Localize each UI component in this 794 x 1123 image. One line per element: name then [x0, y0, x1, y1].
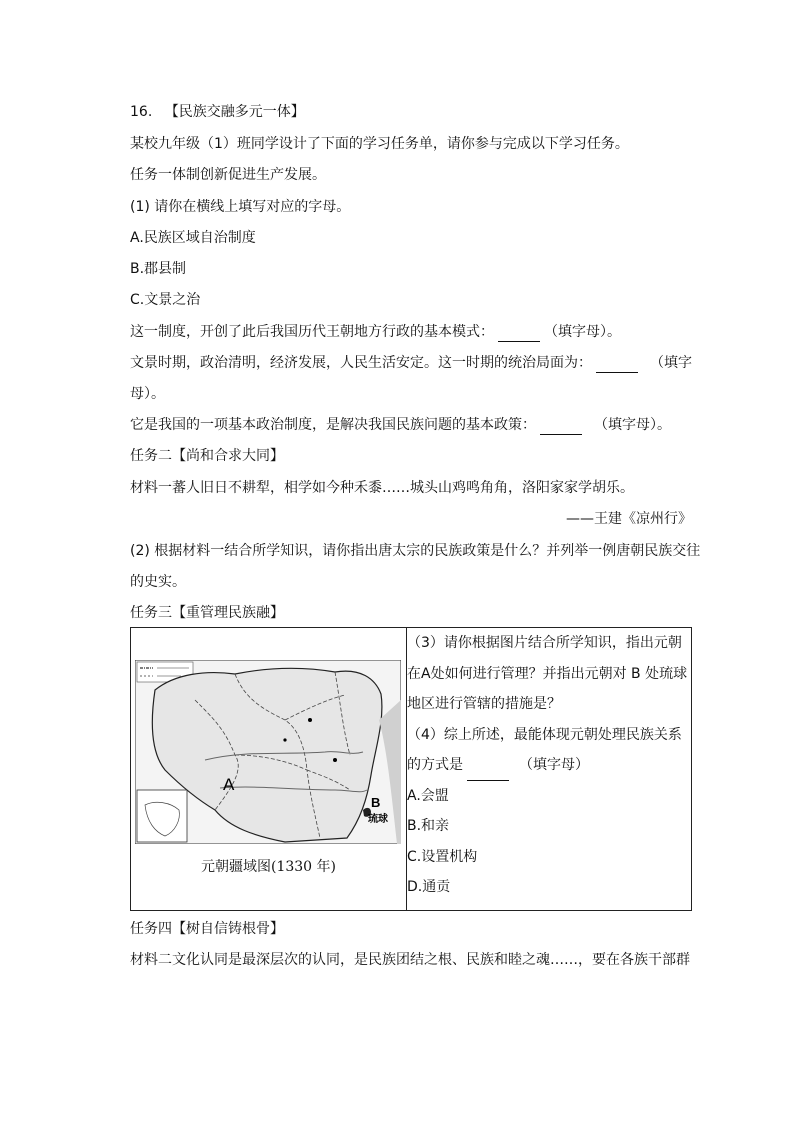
map-label-a: A [223, 775, 235, 794]
fill-sentence-1 [130, 322, 700, 342]
answer-blank-1[interactable] [498, 325, 540, 342]
q4-option-a: A.会盟 [407, 787, 449, 804]
option-a: A.民族区域自治制度 [130, 230, 256, 246]
task3-title: 任务三【重管理民族融】 [130, 605, 284, 621]
q4-option-d: D.通贡 [407, 879, 451, 895]
question-title: 【民族交融多元一体】 [164, 104, 305, 120]
material-1-source: ——王建《凉州行》 [566, 511, 692, 527]
q4-text [407, 720, 691, 781]
option-b: B.郡县制 [130, 261, 187, 277]
question-header [130, 102, 700, 122]
answer-blank-3[interactable] [540, 418, 582, 435]
question-number: 16. [130, 104, 153, 120]
material-2: 材料二文化认同是最深层次的认同，是民族团结之根、民族和睦之魂……，要在各族干部群 [130, 952, 690, 968]
intro-text: 某校九年级（1）班同学设计了下面的学习任务单，请你参与完成以下学习任务。 [130, 136, 629, 152]
q4-option-c: C.设置机构 [407, 848, 478, 865]
answer-blank-4[interactable] [467, 764, 509, 781]
q4-hint: （填字母） [519, 757, 589, 773]
q4-option-b: B.和亲 [407, 818, 450, 834]
q2-line-1: (2) 根据材料一结合所学知识，请你指出唐太宗的民族政策是什么？并列举一例唐朝民族交往 [130, 543, 701, 559]
fill-sentence-2-text: 文景时期，政治清明，经济发展，人民生活安定。这一时期的统治局面为： [130, 355, 592, 371]
answer-blank-2[interactable] [596, 356, 638, 373]
q3-text: （3）请你根据图片结合所学知识，指出元朝在A处如何进行管理？并指出元朝对 B 处琉球地区进行管辖的措施是？ [407, 635, 688, 712]
q2-line-2: 的史实。 [130, 574, 186, 590]
map-cell [131, 628, 407, 911]
yuan-dynasty-map [135, 660, 401, 844]
map-caption: 元朝疆域图(1330 年) [200, 859, 336, 875]
fill-sentence-3-text: 它是我国的一项基本政治制度，是解决我国民族问题的基本政策： [130, 417, 536, 433]
option-c: C.文景之治 [130, 292, 201, 308]
task3-table [130, 627, 692, 911]
task4-title: 任务四【树自信铸根骨】 [130, 921, 284, 937]
fill-sentence-2-cont: 母）。 [130, 386, 165, 402]
fill-hint-3: （填字母）。 [594, 417, 671, 433]
q1-prompt: (1) 请你在横线上填写对应的字母。 [130, 199, 351, 215]
fill-sentence-3 [130, 415, 700, 435]
questions-cell [407, 628, 692, 911]
map-label-b: B [371, 795, 381, 810]
fill-hint-2: （填字 [650, 355, 692, 371]
fill-sentence-1-text: 这一制度，开创了此后我国历代王朝地方行政的基本模式： [130, 324, 494, 340]
material-1: 材料一蕃人旧日不耕犁，相学如今种禾黍……城头山鸡鸣角角，洛阳家家学胡乐。 [130, 480, 634, 496]
map-label-liuqiu: 琉球 [368, 814, 388, 825]
q4-text-a: （4）综上所述，最能体现元朝处理民族关系的方式是 [407, 726, 682, 773]
task1-title: 任务一体制创新促进生产发展。 [130, 167, 326, 183]
fill-hint-1: （填字母）。 [544, 324, 621, 340]
fill-sentence-2 [130, 353, 700, 373]
task2-title: 任务二【尚和合求大同】 [130, 448, 284, 464]
